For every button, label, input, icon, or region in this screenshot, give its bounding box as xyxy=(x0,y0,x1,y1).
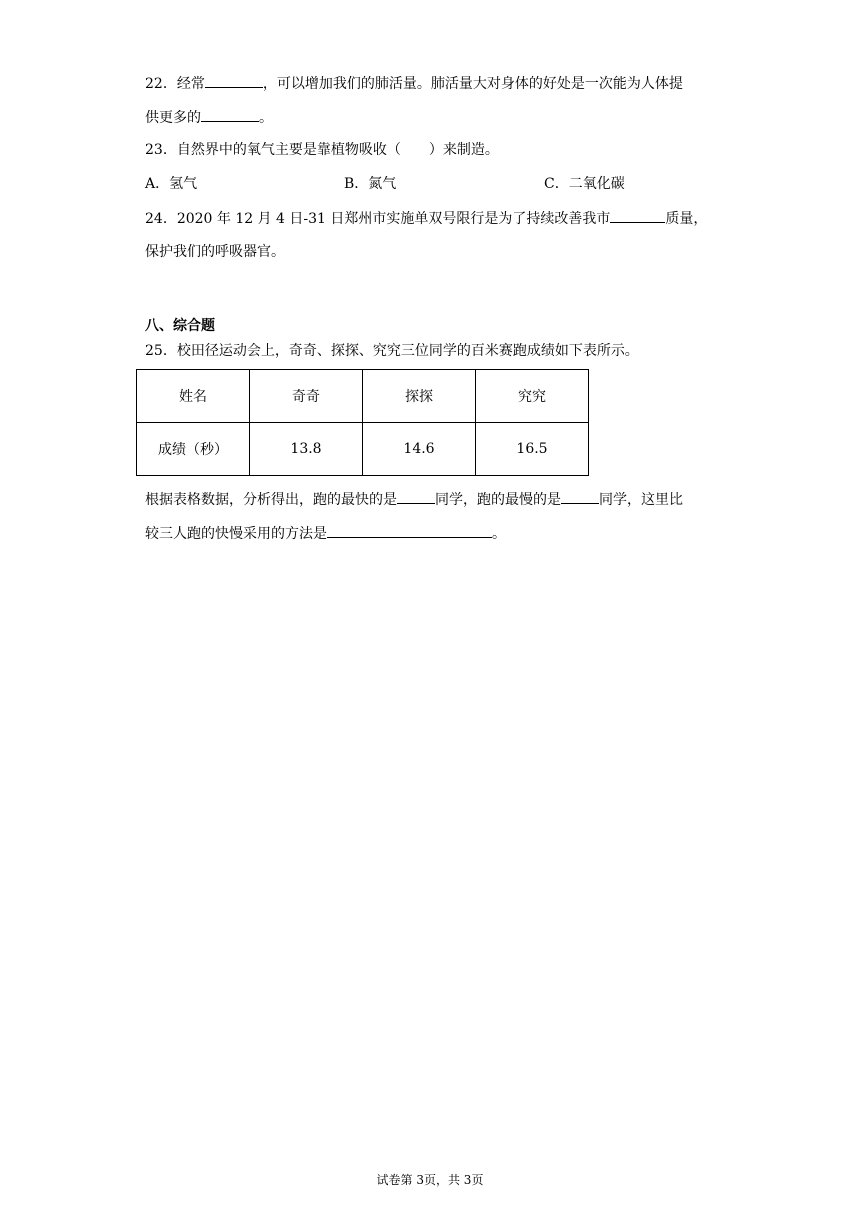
q24-text-b: 质量， xyxy=(665,211,708,227)
table-cell: 14.6 xyxy=(363,423,476,476)
q23-option-a[interactable]: A．氢气 xyxy=(145,176,198,192)
q22-text-c: 供更多的 xyxy=(145,110,201,126)
section-title: 八、综合题 xyxy=(145,318,215,334)
q22-blank-1[interactable] xyxy=(205,73,263,88)
table-header-row xyxy=(137,370,589,423)
q25-text-b: 同学，跑的最慢的是 xyxy=(435,492,561,508)
q25-text-a: 根据表格数据，分析得出，跑的最快的是 xyxy=(145,492,397,508)
table-cell: 16.5 xyxy=(476,423,589,476)
q22-line2 xyxy=(145,107,273,128)
q25-blank-method[interactable] xyxy=(327,523,492,538)
q25-text-c: 同学，这里比 xyxy=(599,492,683,508)
q23-stem: 23．自然界中的氧气主要是靠植物吸收（ ）来制造。 xyxy=(145,142,499,158)
q22-text-a: 22．经常 xyxy=(145,76,205,92)
q25-stem: 25．校田径运动会上，奇奇、探探、究究三位同学的百米赛跑成绩如下表所示。 xyxy=(145,343,639,359)
q24-blank[interactable] xyxy=(610,208,665,223)
q22-blank-2[interactable] xyxy=(201,107,259,122)
table-row xyxy=(137,423,589,476)
q25-text-e: 。 xyxy=(492,526,506,542)
q23-option-b[interactable]: B．氮气 xyxy=(344,176,397,192)
q22-text-d: 。 xyxy=(259,110,273,126)
table-cell: 探探 xyxy=(363,370,476,423)
q24-line2: 保护我们的呼吸器官。 xyxy=(145,244,285,260)
q25-text-d: 较三人跑的快慢采用的方法是 xyxy=(145,526,327,542)
q24-text-a: 24．2020 年 12 月 4 日-31 日郑州市实施单双号限行是为了持续改善我市 xyxy=(145,211,611,227)
table-cell: 姓名 xyxy=(137,370,250,423)
q22-line1 xyxy=(145,73,683,94)
q23-option-c[interactable]: C．二氧化碳 xyxy=(544,176,625,192)
q25-blank-fastest[interactable] xyxy=(397,489,435,504)
q25-after-line2 xyxy=(145,523,506,544)
table-cell: 13.8 xyxy=(250,423,363,476)
table-cell: 成绩（秒） xyxy=(137,423,250,476)
score-table xyxy=(136,369,589,476)
q24-line1 xyxy=(145,208,707,229)
q22-text-b: ，可以增加我们的肺活量。肺活量大对身体的好处是一次能为人体提 xyxy=(262,76,683,92)
q25-after-line1 xyxy=(145,489,683,510)
table-cell: 究究 xyxy=(476,370,589,423)
q25-blank-slowest[interactable] xyxy=(561,489,599,504)
page-footer: 试卷第 3页，共 3页 xyxy=(376,1173,484,1187)
table-cell: 奇奇 xyxy=(250,370,363,423)
